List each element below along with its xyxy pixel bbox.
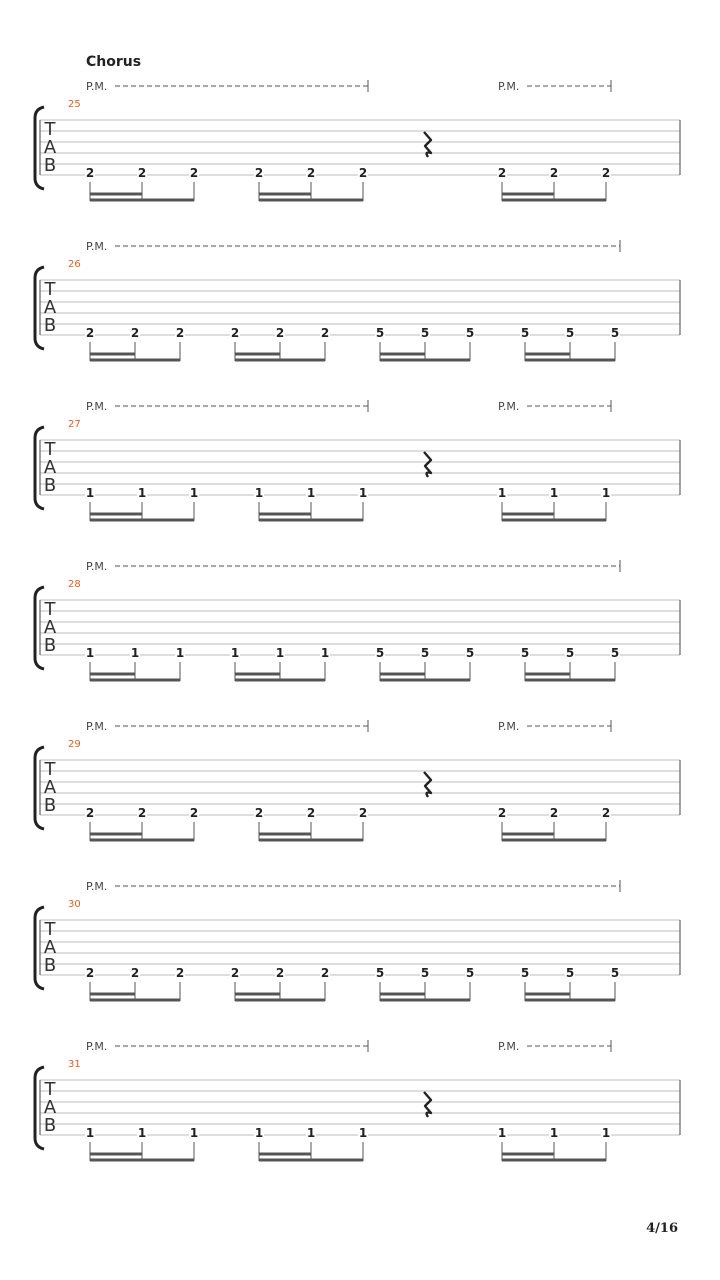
fret-number: 2: [189, 806, 199, 820]
tab-clef-letter: A: [43, 457, 57, 478]
palm-mute-label: P.M.: [86, 80, 108, 93]
measure-number: 27: [68, 419, 81, 430]
measure-number: 29: [68, 739, 81, 750]
fret-number: 2: [175, 966, 185, 980]
fret-number: 1: [358, 486, 368, 500]
fret-number: 2: [549, 806, 559, 820]
fret-number: 2: [254, 806, 264, 820]
tab-clef-letter: T: [44, 1079, 56, 1100]
tab-clef-letter: B: [43, 315, 57, 336]
page-number: 4/16: [646, 1221, 678, 1236]
tab-clef-letter: B: [43, 955, 57, 976]
tab-clef-letter: T: [44, 919, 56, 940]
fret-number: 2: [230, 326, 240, 340]
tab-clef-letter: A: [43, 777, 57, 798]
fret-number: 1: [358, 1126, 368, 1140]
fret-number: 5: [565, 966, 575, 980]
fret-number: 1: [275, 646, 285, 660]
palm-mute-label: P.M.: [86, 720, 108, 733]
fret-number: 2: [85, 806, 95, 820]
fret-number: 1: [306, 1126, 316, 1140]
tab-clef-letter: A: [43, 1097, 57, 1118]
fret-number: 5: [420, 646, 430, 660]
tab-clef-letter: T: [44, 439, 56, 460]
measure-number: 30: [68, 899, 81, 910]
fret-number: 5: [610, 646, 620, 660]
fret-number: 2: [85, 166, 95, 180]
fret-number: 2: [85, 326, 95, 340]
fret-number: 5: [610, 326, 620, 340]
fret-number: 5: [465, 326, 475, 340]
tab-clef-letter: B: [43, 475, 57, 496]
fret-number: 2: [497, 806, 507, 820]
fret-number: 2: [130, 966, 140, 980]
palm-mute-label: P.M.: [498, 400, 520, 413]
fret-number: 5: [465, 646, 475, 660]
fret-number: 1: [254, 1126, 264, 1140]
fret-number: 5: [375, 966, 385, 980]
fret-number: 2: [601, 806, 611, 820]
fret-number: 2: [230, 966, 240, 980]
fret-number: 1: [306, 486, 316, 500]
fret-number: 5: [520, 646, 530, 660]
palm-mute-label: P.M.: [86, 880, 108, 893]
tab-clef-letter: T: [44, 599, 56, 620]
section-label: Chorus: [86, 54, 142, 70]
tab-clef-letter: B: [43, 1115, 57, 1136]
fret-number: 2: [254, 166, 264, 180]
fret-number: 2: [189, 166, 199, 180]
tab-clef-letter: B: [43, 635, 57, 656]
fret-number: 5: [565, 326, 575, 340]
fret-number: 1: [130, 646, 140, 660]
fret-number: 2: [175, 326, 185, 340]
tab-clef-letter: A: [43, 297, 57, 318]
fret-number: 1: [601, 1126, 611, 1140]
fret-number: 2: [320, 966, 330, 980]
fret-number: 5: [375, 326, 385, 340]
fret-number: 1: [85, 1126, 95, 1140]
palm-mute-label: P.M.: [498, 1040, 520, 1053]
fret-number: 5: [420, 326, 430, 340]
fret-number: 1: [137, 486, 147, 500]
tab-clef-letter: A: [43, 937, 57, 958]
palm-mute-label: P.M.: [86, 400, 108, 413]
tab-clef-letter: T: [44, 279, 56, 300]
fret-number: 2: [137, 166, 147, 180]
measure-number: 31: [68, 1059, 81, 1070]
fret-number: 5: [610, 966, 620, 980]
fret-number: 5: [420, 966, 430, 980]
fret-number: 1: [549, 486, 559, 500]
measure-number: 25: [68, 99, 81, 110]
fret-number: 1: [137, 1126, 147, 1140]
fret-number: 1: [85, 646, 95, 660]
fret-number: 5: [520, 966, 530, 980]
fret-number: 1: [601, 486, 611, 500]
measure-number: 26: [68, 259, 81, 270]
fret-number: 1: [254, 486, 264, 500]
palm-mute-label: P.M.: [86, 1040, 108, 1053]
fret-number: 1: [549, 1126, 559, 1140]
fret-number: 1: [85, 486, 95, 500]
measure-number: 28: [68, 579, 81, 590]
fret-number: 1: [497, 1126, 507, 1140]
palm-mute-label: P.M.: [86, 240, 108, 253]
fret-number: 2: [306, 166, 316, 180]
tab-clef-letter: B: [43, 795, 57, 816]
palm-mute-label: P.M.: [86, 560, 108, 573]
fret-number: 2: [85, 966, 95, 980]
tab-clef-letter: A: [43, 617, 57, 638]
tab-clef-letter: A: [43, 137, 57, 158]
fret-number: 5: [520, 326, 530, 340]
fret-number: 2: [306, 806, 316, 820]
fret-number: 2: [549, 166, 559, 180]
fret-number: 2: [320, 326, 330, 340]
fret-number: 2: [358, 166, 368, 180]
fret-number: 5: [465, 966, 475, 980]
fret-number: 1: [189, 486, 199, 500]
fret-number: 2: [275, 966, 285, 980]
palm-mute-label: P.M.: [498, 720, 520, 733]
fret-number: 1: [175, 646, 185, 660]
fret-number: 2: [358, 806, 368, 820]
fret-number: 1: [189, 1126, 199, 1140]
tab-clef-letter: T: [44, 119, 56, 140]
palm-mute-label: P.M.: [498, 80, 520, 93]
fret-number: 2: [601, 166, 611, 180]
fret-number: 2: [130, 326, 140, 340]
fret-number: 1: [320, 646, 330, 660]
tab-clef-letter: B: [43, 155, 57, 176]
fret-number: 5: [565, 646, 575, 660]
fret-number: 1: [497, 486, 507, 500]
fret-number: 5: [375, 646, 385, 660]
fret-number: 1: [230, 646, 240, 660]
tab-clef-letter: T: [44, 759, 56, 780]
fret-number: 2: [497, 166, 507, 180]
fret-number: 2: [137, 806, 147, 820]
fret-number: 2: [275, 326, 285, 340]
